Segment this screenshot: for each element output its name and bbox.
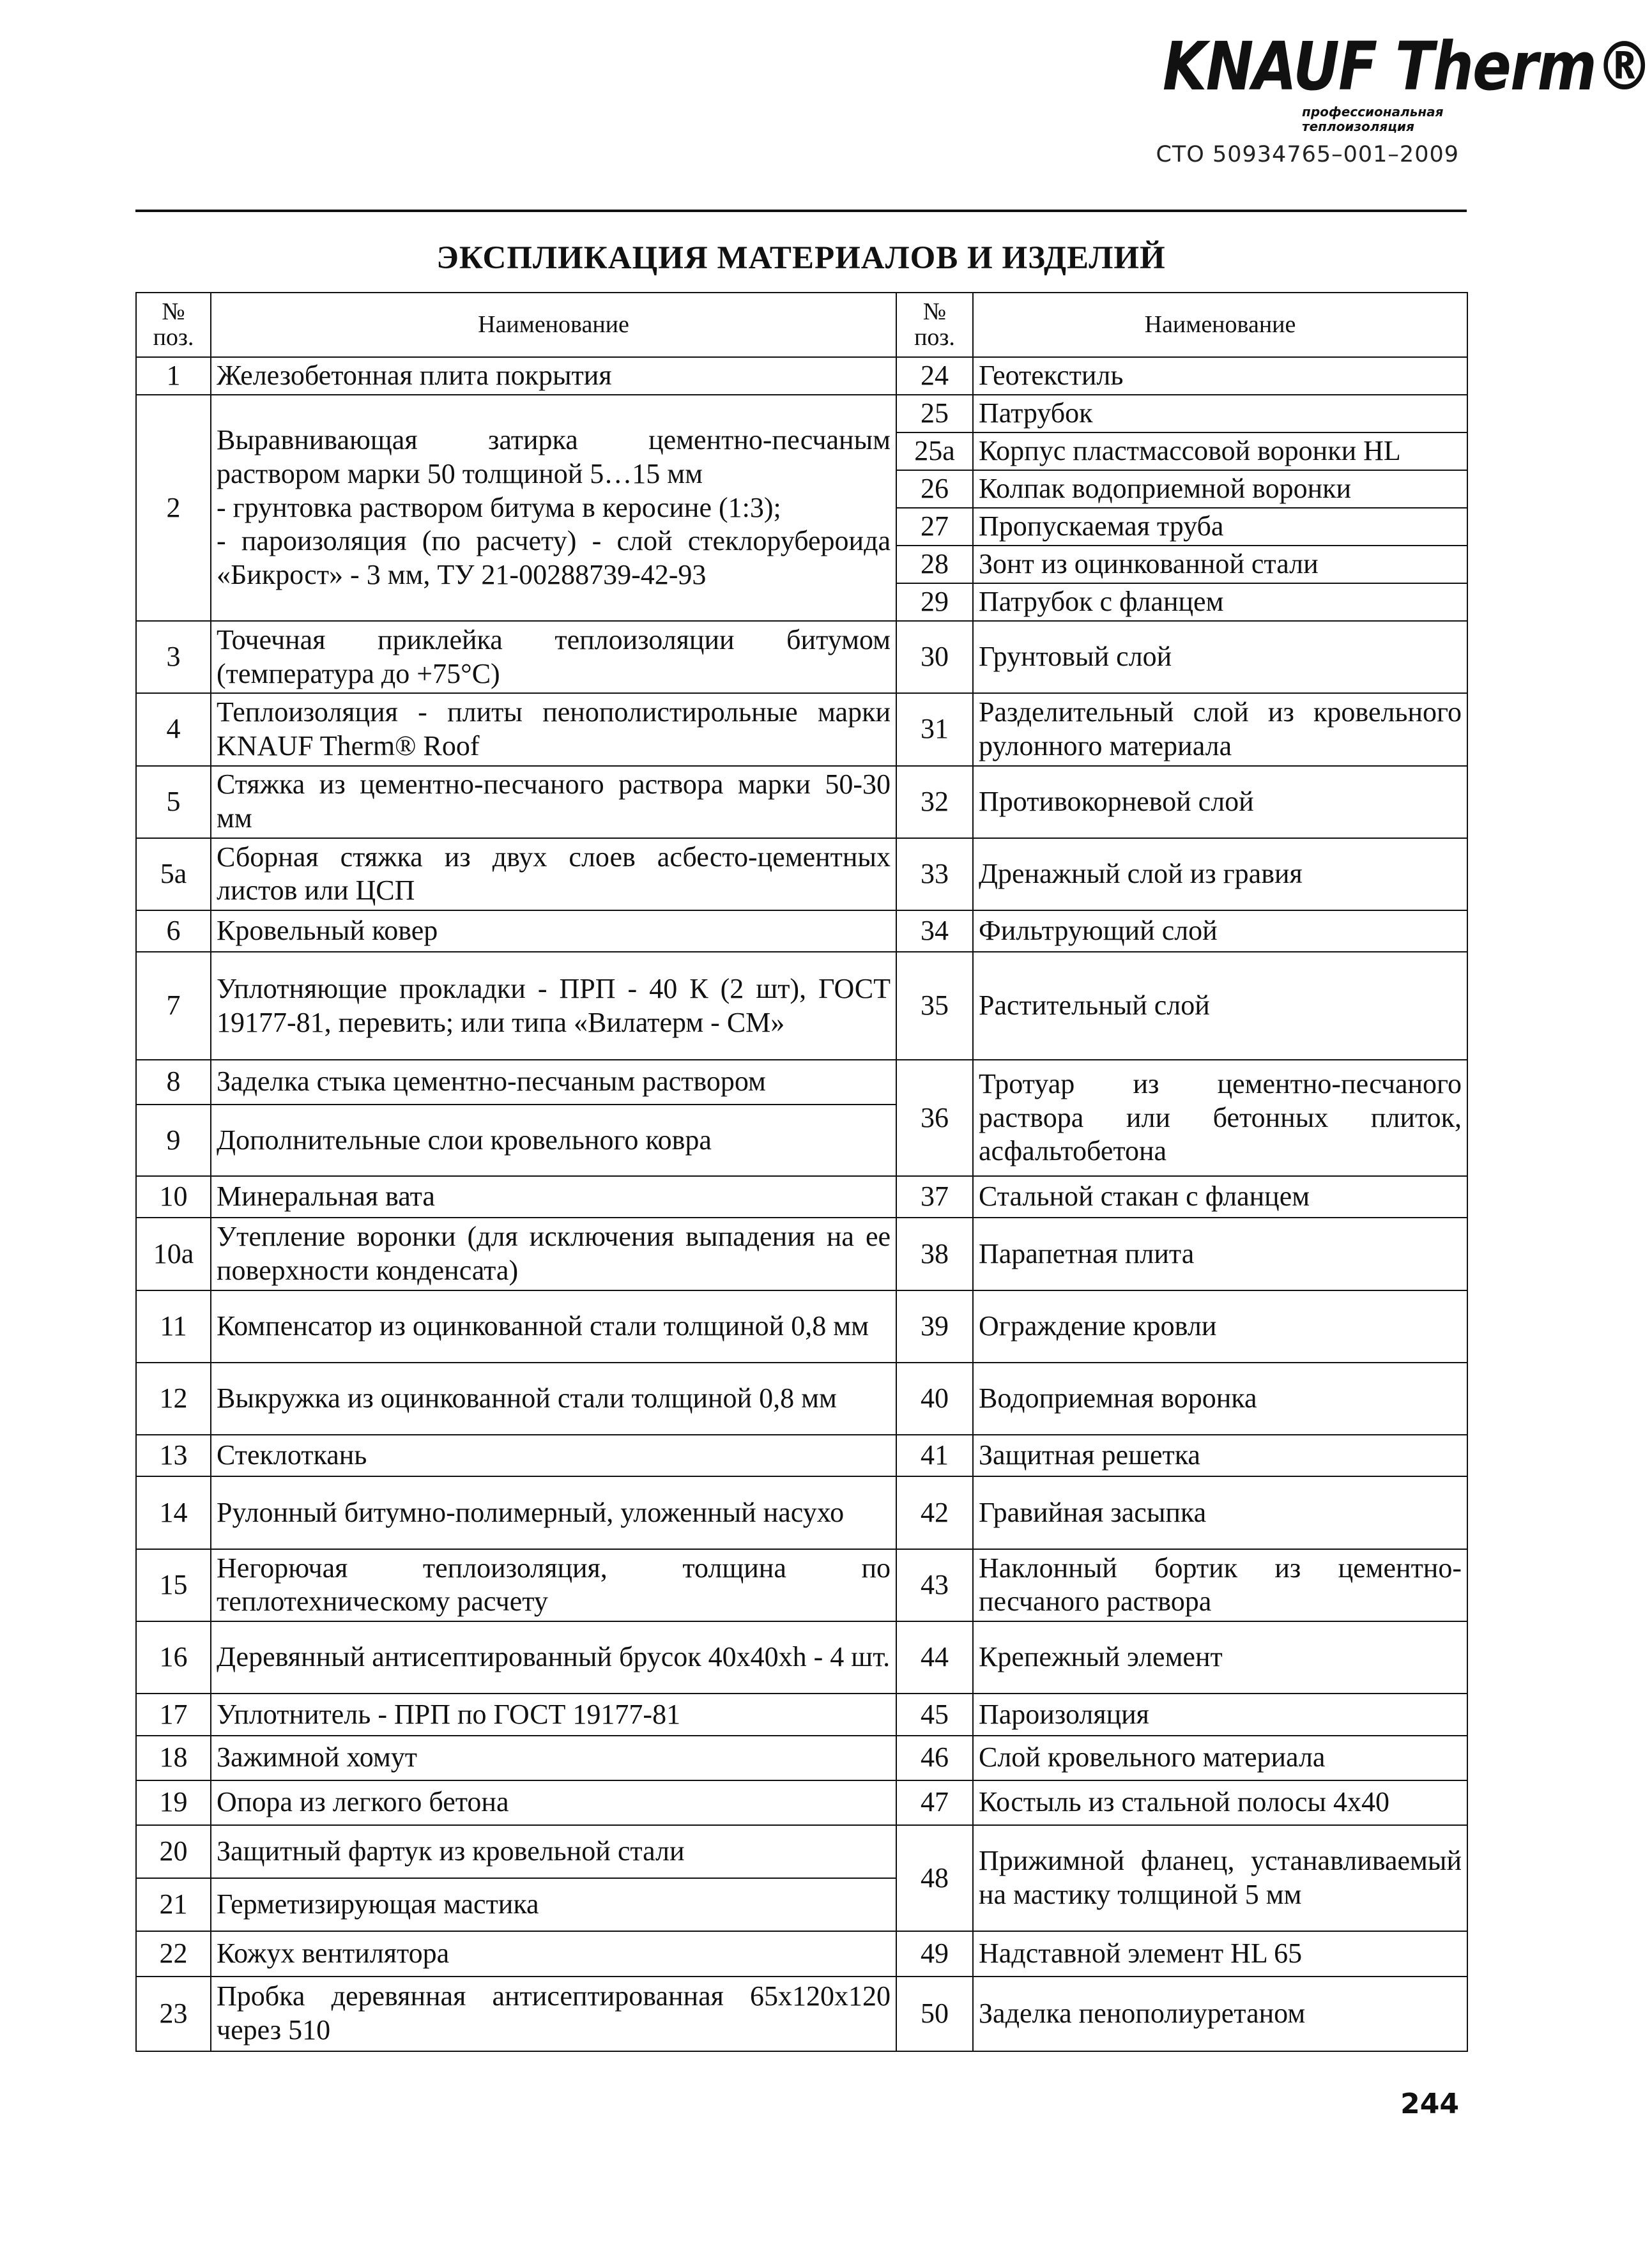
name-cell: Уплотняющие прокладки - ПРП - 40 К (2 шт), ГОСТ 19177-81, перевить; или типа «Вилатерм - СМ» (211, 952, 896, 1059)
name-cell: Зонт из оцинкованной стали (973, 546, 1467, 583)
name-cell: Водоприемная воронка (973, 1363, 1467, 1435)
pos-cell: 35 (896, 952, 973, 1059)
header-divider (135, 210, 1467, 212)
pos-cell: 20 (136, 1825, 211, 1878)
pos-cell: 26 (896, 470, 973, 508)
pos-cell: 44 (896, 1621, 973, 1694)
pos-cell: 10 (136, 1176, 211, 1218)
pos-cell: 46 (896, 1736, 973, 1780)
name-cell: Пропускаемая труба (973, 508, 1467, 546)
pos-cell: 41 (896, 1435, 973, 1476)
pos-cell: 31 (896, 693, 973, 765)
name-cell: Рулонный битумно-полимерный, уложенный насухо (211, 1476, 896, 1549)
pos-cell: 28 (896, 546, 973, 583)
name-cell: Фильтрующий слой (973, 910, 1467, 952)
name-cell: Противокорневой слой (973, 766, 1467, 838)
name-cell: Колпак водоприемной воронки (973, 470, 1467, 508)
name-cell: Пароизоляция (973, 1694, 1467, 1735)
name-cell: Тротуар из цементно-песчаного раствора или бетонных плиток, асфальтобетона (973, 1060, 1467, 1176)
pos-cell: 3 (136, 621, 211, 693)
name-cell: Крепежный элемент (973, 1621, 1467, 1694)
explication-table (135, 292, 1468, 2052)
pos-cell: 5а (136, 838, 211, 910)
table-row (136, 1977, 1467, 2051)
page-number: 244 (1400, 2088, 1459, 2120)
name-cell: Наклонный бортик из цементно-песчаного раствора (973, 1549, 1467, 1621)
pos-cell: 11 (136, 1290, 211, 1363)
pos-cell: 34 (896, 910, 973, 952)
knauf-therm-logo (1163, 27, 1652, 143)
table-header-row (136, 293, 1467, 357)
name-cell: Патрубок с фланцем (973, 583, 1467, 621)
pos-cell: 42 (896, 1476, 973, 1549)
pos-cell: 25 (896, 395, 973, 432)
name-cell: Корпус пластмассовой воронки HL (973, 432, 1467, 470)
name-cell: Деревянный антисептированный брусок 40х40хh - 4 шт. (211, 1621, 896, 1694)
pos-cell: 2 (136, 395, 211, 621)
name-cell: Кожух вентилятора (211, 1931, 896, 1976)
name-cell: Защитная решетка (973, 1435, 1467, 1476)
col-header-pos-left: № поз. (136, 293, 211, 357)
col-header-pos-right: № поз. (896, 293, 973, 357)
table-row (136, 1476, 1467, 1549)
pos-cell: 17 (136, 1694, 211, 1735)
name-cell: Костыль из стальной полосы 4х40 (973, 1780, 1467, 1825)
name-cell: Стальной стакан с фланцем (973, 1176, 1467, 1218)
table-row (136, 357, 1467, 395)
pos-cell: 6 (136, 910, 211, 952)
name-cell: Разделительный слой из кровельного рулонного материала (973, 693, 1467, 765)
table-row (136, 910, 1467, 952)
name-cell: Заделка пенополиуретаном (973, 1977, 1467, 2051)
pos-cell: 45 (896, 1694, 973, 1735)
table-row (136, 621, 1467, 693)
table-row (136, 1931, 1467, 1976)
table-row (136, 1176, 1467, 1218)
name-cell: Герметизирующая мастика (211, 1878, 896, 1931)
table-row (136, 1694, 1467, 1735)
table-row (136, 1363, 1467, 1435)
pos-cell: 43 (896, 1549, 973, 1621)
name-cell: Дренажный слой из гравия (973, 838, 1467, 910)
pos-cell: 21 (136, 1878, 211, 1931)
name-cell: Слой кровельного материала (973, 1736, 1467, 1780)
pos-cell: 23 (136, 1977, 211, 2051)
table-row (136, 1621, 1467, 1694)
pos-cell: 40 (896, 1363, 973, 1435)
pos-cell: 30 (896, 621, 973, 693)
table-row (136, 1435, 1467, 1476)
name-cell: Защитный фартук из кровельной стали (211, 1825, 896, 1878)
pos-cell: 25а (896, 432, 973, 470)
name-cell: Зажимной хомут (211, 1736, 896, 1780)
pos-cell: 50 (896, 1977, 973, 2051)
pos-cell: 47 (896, 1780, 973, 1825)
pos-cell: 10а (136, 1218, 211, 1290)
name-cell: Негорючая теплоизоляция, толщина по теплотехническому расчету (211, 1549, 896, 1621)
pos-cell: 14 (136, 1476, 211, 1549)
name-cell: Сборная стяжка из двух слоев асбесто-цементных листов или ЦСП (211, 838, 896, 910)
name-cell: Стеклоткань (211, 1435, 896, 1476)
pos-cell: 27 (896, 508, 973, 546)
name-cell: Прижимной фланец, устанавливаемый на мастику толщиной 5 мм (973, 1825, 1467, 1931)
name-cell: Опора из легкого бетона (211, 1780, 896, 1825)
table-row (136, 1060, 1467, 1105)
table-row (136, 1549, 1467, 1621)
name-cell: Грунтовый слой (973, 621, 1467, 693)
table-row (136, 766, 1467, 838)
pos-cell: 4 (136, 693, 211, 765)
pos-cell: 5 (136, 766, 211, 838)
pos-cell: 12 (136, 1363, 211, 1435)
name-cell: Минеральная вата (211, 1176, 896, 1218)
pos-cell: 22 (136, 1931, 211, 1976)
table-row (136, 1780, 1467, 1825)
pos-cell: 38 (896, 1218, 973, 1290)
name-cell: Парапетная плита (973, 1218, 1467, 1290)
table-row (136, 952, 1467, 1059)
name-cell: Надставной элемент HL 65 (973, 1931, 1467, 1976)
pos-cell: 16 (136, 1621, 211, 1694)
pos-cell: 48 (896, 1825, 973, 1931)
logo-text: KNAUF Therm® (1163, 27, 1652, 105)
name-cell: Точечная приклейка теплоизоляции битумом (температура до +75°С) (211, 621, 896, 693)
table-row (136, 838, 1467, 910)
name-cell: Стяжка из цементно-песчаного раствора марки 50-30 мм (211, 766, 896, 838)
pos-cell: 1 (136, 357, 211, 395)
pos-cell: 19 (136, 1780, 211, 1825)
pos-cell: 9 (136, 1105, 211, 1176)
name-cell: Уплотнитель - ПРП по ГОСТ 19177-81 (211, 1694, 896, 1735)
table-row (136, 1290, 1467, 1363)
pos-cell: 24 (896, 357, 973, 395)
name-cell: Выкружка из оцинкованной стали толщиной 0,8 мм (211, 1363, 896, 1435)
pos-cell: 49 (896, 1931, 973, 1976)
pos-cell: 37 (896, 1176, 973, 1218)
pos-cell: 29 (896, 583, 973, 621)
name-cell: Железобетонная плита покрытия (211, 357, 896, 395)
name-cell: Растительный слой (973, 952, 1467, 1059)
pos-cell: 8 (136, 1060, 211, 1105)
pos-cell: 7 (136, 952, 211, 1059)
page-title: ЭКСПЛИКАЦИЯ МАТЕРИАЛОВ И ИЗДЕЛИЙ (436, 240, 1166, 276)
name-cell: Кровельный ковер (211, 910, 896, 952)
pos-cell: 33 (896, 838, 973, 910)
col-header-name-right: Наименование (973, 293, 1467, 357)
logo-tagline: профессиональная теплоизоляция (1302, 104, 1444, 134)
doc-code: СТО 50934765–001–2009 (1156, 142, 1459, 167)
name-cell: Пробка деревянная антисептированная 65х120х120 через 510 (211, 1977, 896, 2051)
table-row (136, 693, 1467, 765)
name-cell: Выравнивающая затирка цементно-песчаным раствором марки 50 толщиной 5…15 мм - грунтовка раствором битума в керосине (1:3); - пароизоляция (по расчету) - слой стеклорубероида «Бикрост» - 3 мм, ТУ 21-00288739-42-93 (211, 395, 896, 621)
pos-cell: 15 (136, 1549, 211, 1621)
name-cell: Гравийная засыпка (973, 1476, 1467, 1549)
pos-cell: 36 (896, 1060, 973, 1176)
name-cell: Ограждение кровли (973, 1290, 1467, 1363)
table-row (136, 1825, 1467, 1878)
name-cell: Теплоизоляция - плиты пенополистирольные марки KNAUF Therm® Roof (211, 693, 896, 765)
pos-cell: 32 (896, 766, 973, 838)
name-cell: Патрубок (973, 395, 1467, 432)
name-cell: Дополнительные слои кровельного ковра (211, 1105, 896, 1176)
col-header-name-left: Наименование (211, 293, 896, 357)
name-cell: Заделка стыка цементно-песчаным раствором (211, 1060, 896, 1105)
pos-cell: 39 (896, 1290, 973, 1363)
pos-cell: 18 (136, 1736, 211, 1780)
name-cell: Компенсатор из оцинкованной стали толщиной 0,8 мм (211, 1290, 896, 1363)
name-cell: Геотекстиль (973, 357, 1467, 395)
pos-cell: 13 (136, 1435, 211, 1476)
table-row (136, 1218, 1467, 1290)
table-row (136, 1736, 1467, 1780)
name-cell: Утепление воронки (для исключения выпадения на ее поверхности конденсата) (211, 1218, 896, 1290)
table-row (136, 395, 1467, 432)
